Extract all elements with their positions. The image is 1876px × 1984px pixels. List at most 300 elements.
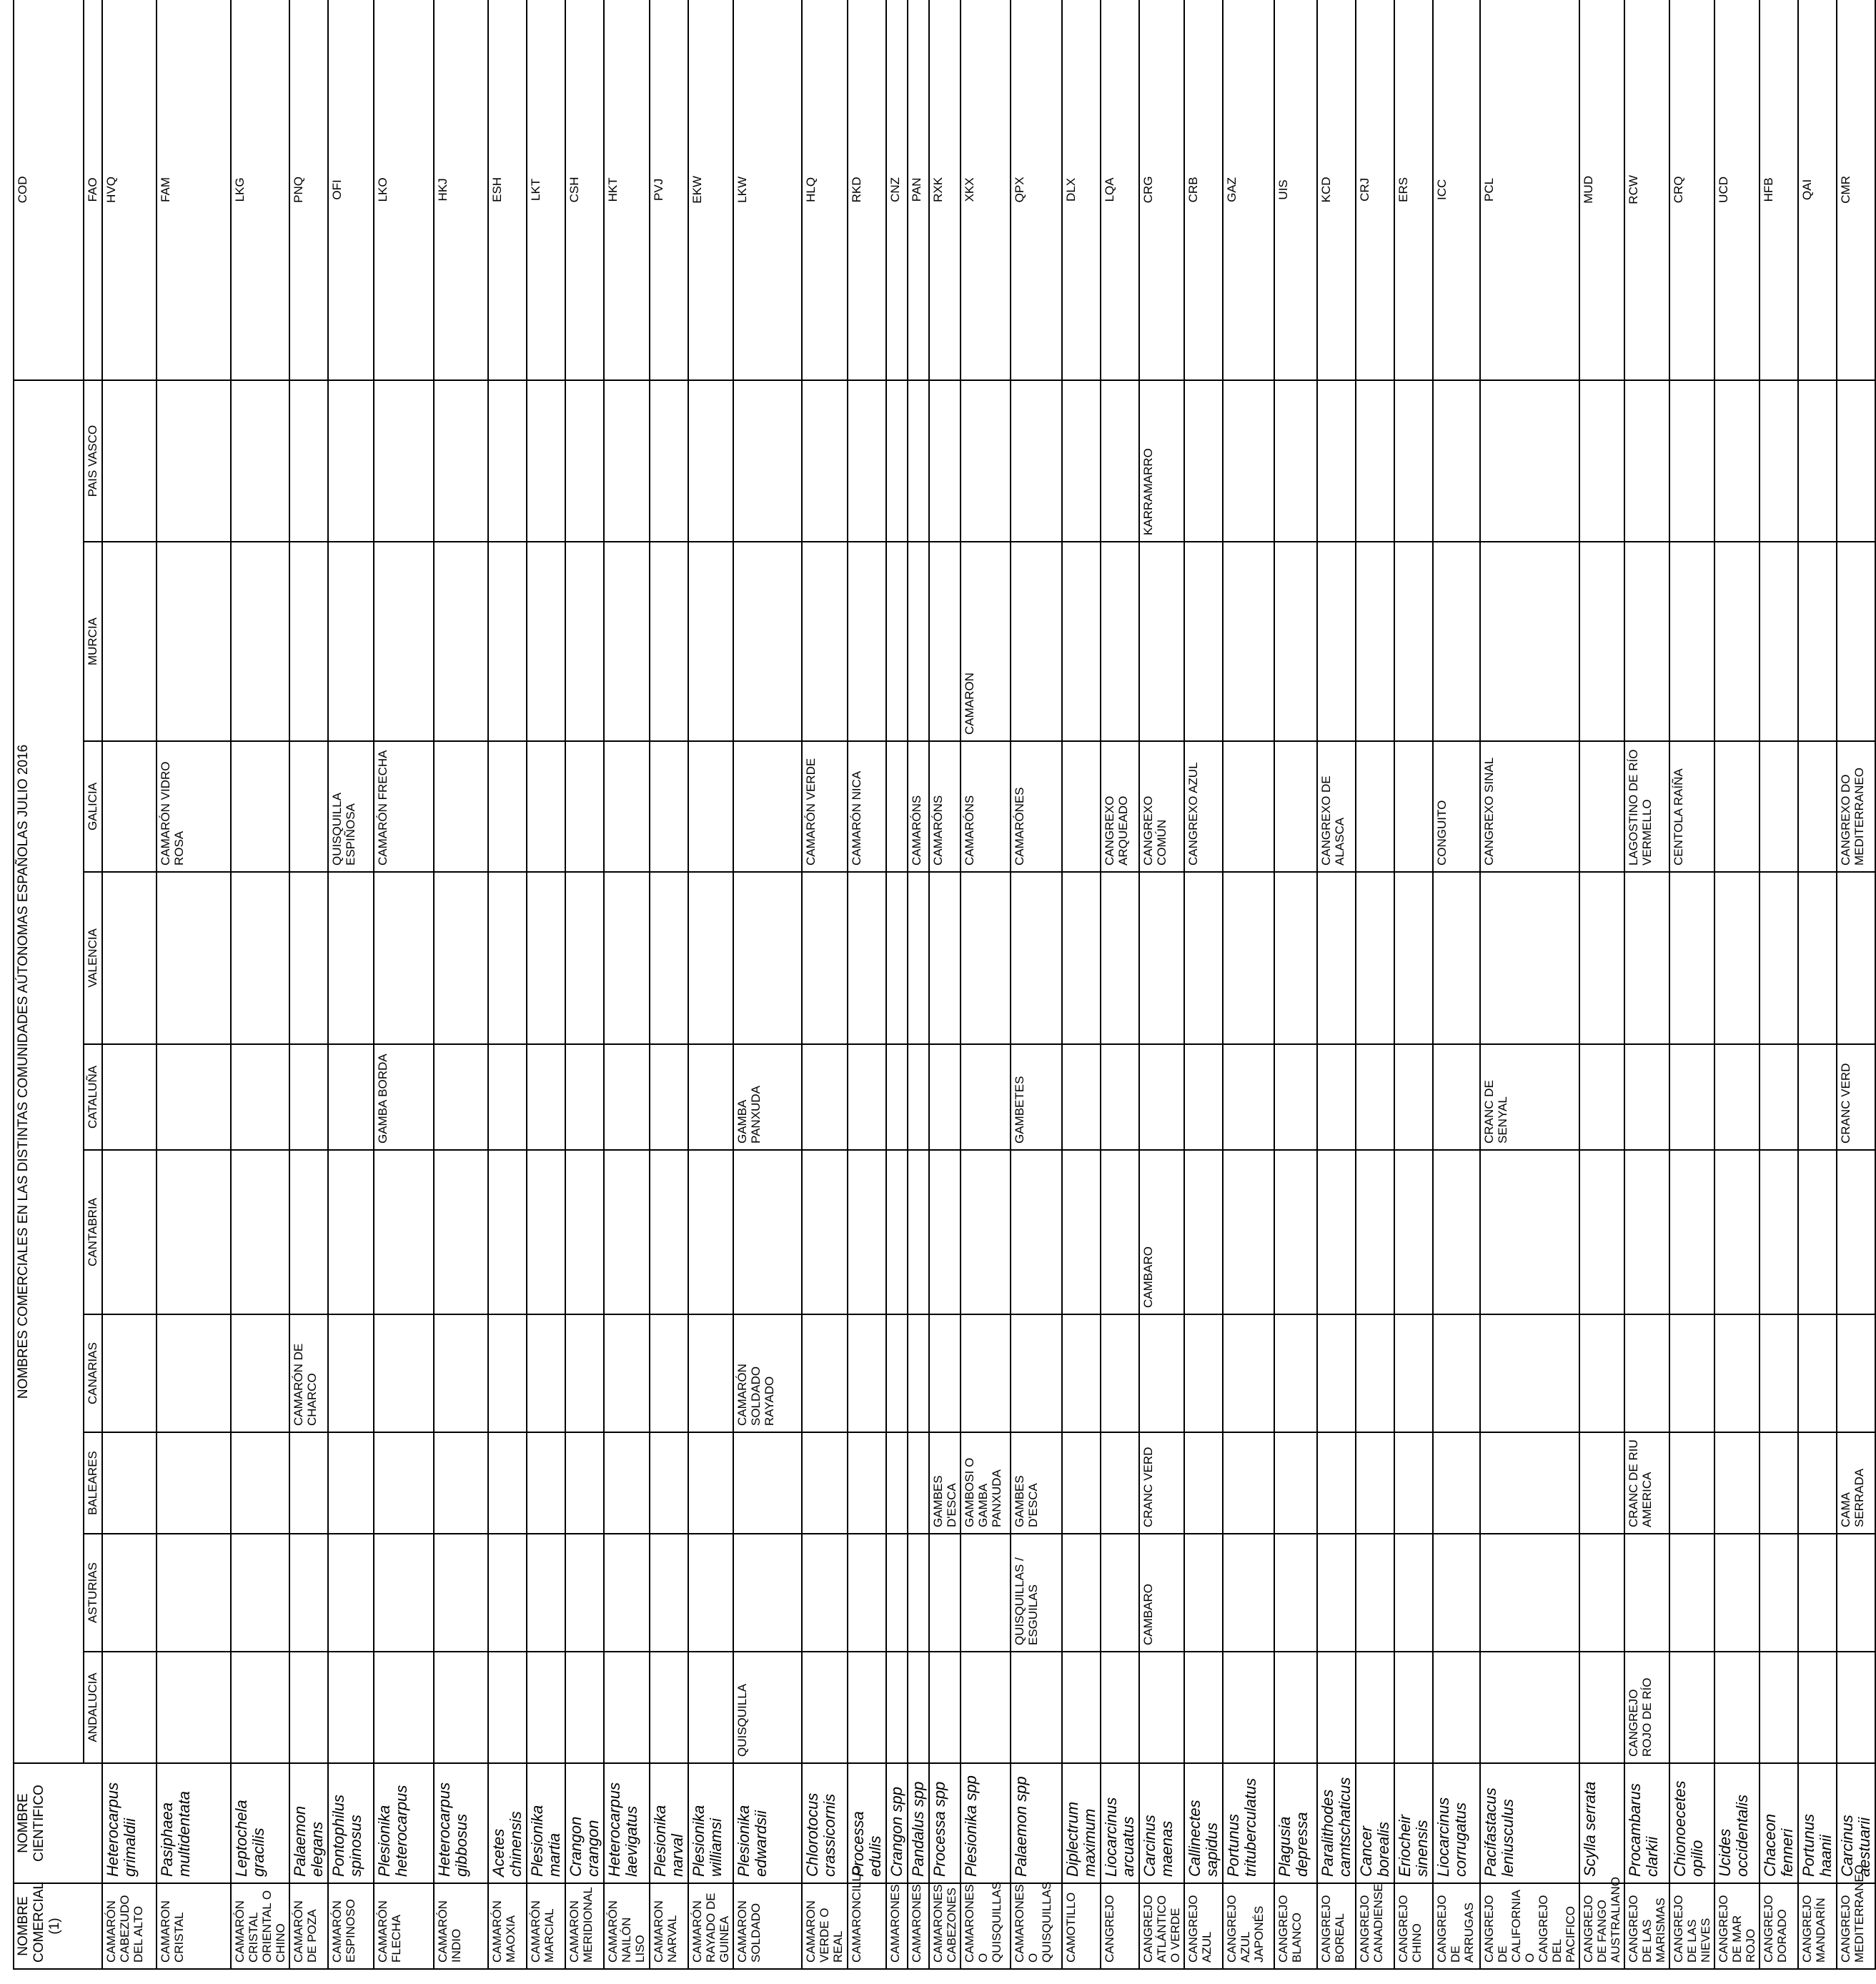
region-cell-asturias: [1184, 1534, 1223, 1652]
region-cell-valencia: [1798, 872, 1837, 1044]
nombre-cientifico-cell: Processa edulis: [848, 1763, 886, 1883]
region-cell-valencia: [1223, 872, 1274, 1044]
header-region-asturias: ASTURIAS: [84, 1534, 102, 1652]
region-cell-canarias: [908, 1314, 929, 1432]
header-region-baleares: BALEARES: [84, 1432, 102, 1534]
region-cell-cantabria: [434, 1150, 488, 1314]
region-cell-valencia: [157, 872, 231, 1044]
nombre-cientifico-cell: Callinectes sapidus: [1184, 1763, 1223, 1883]
nombre-cientifico-cell: Pontophilus spinosus: [328, 1763, 374, 1883]
header-region-galicia: GALICIA: [84, 741, 102, 872]
nombre-comercial-cell: CAMARON SOLDADO: [733, 1883, 802, 1969]
fao-code-cell: PNQ: [289, 0, 328, 380]
region-cell-andalucia: [1356, 1652, 1394, 1763]
nombre-cientifico-cell: Diplectrum maximum: [1062, 1763, 1101, 1883]
nombre-cientifico-cell: Acetes chinensis: [488, 1763, 527, 1883]
region-cell-baleares: [1356, 1432, 1394, 1534]
region-cell-pais-vasco: [1714, 380, 1760, 542]
region-cell-asturias: [374, 1534, 434, 1652]
table-row: [102, 0, 157, 1969]
region-cell-galicia: [1062, 741, 1101, 872]
nombre-comercial-cell: CAMARÓN NAILÓN LISO: [604, 1883, 650, 1969]
region-cell-asturias: [1798, 1534, 1837, 1652]
region-cell-cataluna: CRANC DE SENYAL: [1480, 1044, 1579, 1150]
region-cell-andalucia: [374, 1652, 434, 1763]
region-cell-andalucia: [102, 1652, 157, 1763]
fao-code-cell: PVJ: [650, 0, 688, 380]
region-cell-murcia: [1837, 542, 1875, 741]
region-cell-andalucia: [488, 1652, 527, 1763]
region-cell-galicia: [1760, 741, 1798, 872]
region-cell-cantabria: [231, 1150, 289, 1314]
region-cell-canarias: [565, 1314, 604, 1432]
region-cell-galicia: CAMARÓNS: [961, 741, 1011, 872]
nombre-comercial-cell: CANGREJO DE ARRUGAS: [1433, 1883, 1480, 1969]
fao-code-cell: RXK: [929, 0, 961, 380]
region-cell-baleares: [1101, 1432, 1139, 1534]
region-cell-andalucia: [1011, 1652, 1062, 1763]
region-cell-cantabria: CAMBARO: [1139, 1150, 1184, 1314]
region-cell-murcia: [374, 542, 434, 741]
region-cell-galicia: [1356, 741, 1394, 872]
fao-code-cell: OFI: [328, 0, 374, 380]
region-cell-pais-vasco: [1624, 380, 1669, 542]
region-cell-canarias: [374, 1314, 434, 1432]
region-cell-cantabria: [886, 1150, 908, 1314]
header-region-pais-vasco: PAIS VASCO: [84, 380, 102, 542]
region-cell-cantabria: [650, 1150, 688, 1314]
table-row: [688, 0, 733, 1969]
region-cell-galicia: CANGREXO DO MEDITERRANEO: [1837, 741, 1875, 872]
region-cell-cantabria: [1317, 1150, 1356, 1314]
region-cell-asturias: [1356, 1534, 1394, 1652]
region-cell-galicia: [1223, 741, 1274, 872]
region-cell-cantabria: [604, 1150, 650, 1314]
nombre-cientifico-cell: Plesionika spp: [961, 1763, 1011, 1883]
region-cell-cantabria: [1062, 1150, 1101, 1314]
region-cell-murcia: [604, 542, 650, 741]
region-cell-cantabria: [802, 1150, 848, 1314]
region-cell-cantabria: [929, 1150, 961, 1314]
table-row: [565, 0, 604, 1969]
region-cell-asturias: [289, 1534, 328, 1652]
region-cell-pais-vasco: [488, 380, 527, 542]
table-row: [848, 0, 886, 1969]
region-cell-murcia: [688, 542, 733, 741]
fao-code-cell: ERS: [1394, 0, 1433, 380]
table-row: [328, 0, 374, 1969]
region-cell-andalucia: [1433, 1652, 1480, 1763]
region-cell-pais-vasco: [929, 380, 961, 542]
region-cell-valencia: [434, 872, 488, 1044]
region-cell-cantabria: [1760, 1150, 1798, 1314]
region-cell-cantabria: [733, 1150, 802, 1314]
region-cell-pais-vasco: [374, 380, 434, 542]
region-cell-canarias: [1139, 1314, 1184, 1432]
region-cell-pais-vasco: [848, 380, 886, 542]
nombre-cientifico-cell: Cancer borealis: [1356, 1763, 1394, 1883]
region-cell-galicia: [289, 741, 328, 872]
region-cell-andalucia: [1669, 1652, 1714, 1763]
region-cell-andalucia: [157, 1652, 231, 1763]
region-cell-valencia: [1062, 872, 1101, 1044]
region-cell-galicia: CAMARÓNS: [908, 741, 929, 872]
region-cell-cantabria: [688, 1150, 733, 1314]
nombre-cientifico-cell: Palaemon elegans: [289, 1763, 328, 1883]
nombre-cientifico-cell: Leptochela gracilis: [231, 1763, 289, 1883]
region-cell-murcia: [650, 542, 688, 741]
header-region-canarias: CANARIAS: [84, 1314, 102, 1432]
region-cell-baleares: [1274, 1432, 1317, 1534]
region-cell-baleares: [157, 1432, 231, 1534]
fao-code-cell: LKO: [374, 0, 434, 380]
region-cell-valencia: [961, 872, 1011, 1044]
region-cell-murcia: [1714, 542, 1760, 741]
region-cell-pais-vasco: [688, 380, 733, 542]
table-row: [1139, 0, 1184, 1969]
region-cell-murcia: [802, 542, 848, 741]
region-cell-galicia: [1579, 741, 1624, 872]
nombre-comercial-cell: CANGREJO DE MAR ROJO: [1714, 1883, 1760, 1969]
region-cell-murcia: [157, 542, 231, 741]
region-cell-baleares: [1798, 1432, 1837, 1534]
region-cell-pais-vasco: [1274, 380, 1317, 542]
region-cell-baleares: [1579, 1432, 1624, 1534]
region-cell-cantabria: [527, 1150, 565, 1314]
region-cell-andalucia: [929, 1652, 961, 1763]
region-cell-pais-vasco: [565, 380, 604, 542]
region-cell-canarias: [886, 1314, 908, 1432]
region-cell-canarias: [1317, 1314, 1356, 1432]
region-cell-valencia: [1433, 872, 1480, 1044]
region-cell-galicia: [1798, 741, 1837, 872]
region-cell-pais-vasco: [1184, 380, 1223, 542]
region-cell-canarias: [929, 1314, 961, 1432]
region-cell-asturias: [886, 1534, 908, 1652]
table-row: [733, 0, 802, 1969]
region-cell-canarias: [1394, 1314, 1433, 1432]
nombre-cientifico-cell: Paralithodes camtschaticus: [1317, 1763, 1356, 1883]
fao-code-cell: ESH: [488, 0, 527, 380]
region-cell-baleares: [1394, 1432, 1433, 1534]
fao-code-cell: UIS: [1274, 0, 1317, 380]
region-cell-pais-vasco: KARRAMARRO: [1139, 380, 1184, 542]
region-cell-baleares: GAMBES D'ESCA: [929, 1432, 961, 1534]
region-cell-canarias: [102, 1314, 157, 1432]
region-cell-canarias: [688, 1314, 733, 1432]
region-cell-baleares: [102, 1432, 157, 1534]
region-cell-galicia: [733, 741, 802, 872]
region-cell-andalucia: [434, 1652, 488, 1763]
nombre-cientifico-cell: Liocarcinus arcuatus: [1101, 1763, 1139, 1883]
region-cell-canarias: [157, 1314, 231, 1432]
nombre-comercial-cell: CAMARÓN MARCIAL: [527, 1883, 565, 1969]
region-cell-canarias: [488, 1314, 527, 1432]
fao-code-cell: HLQ: [802, 0, 848, 380]
nombre-comercial-cell: CANGREJO AZUL: [1184, 1883, 1223, 1969]
table-row: [1480, 0, 1579, 1969]
nombre-comercial-cell: CANGREJO BOREAL: [1317, 1883, 1356, 1969]
region-cell-canarias: [1274, 1314, 1317, 1432]
region-cell-canarias: [1062, 1314, 1101, 1432]
region-cell-andalucia: [565, 1652, 604, 1763]
region-cell-cataluna: [929, 1044, 961, 1150]
table-row: [1356, 0, 1394, 1969]
region-cell-valencia: [1139, 872, 1184, 1044]
region-cell-valencia: [650, 872, 688, 1044]
region-cell-andalucia: [1579, 1652, 1624, 1763]
region-cell-andalucia: [961, 1652, 1011, 1763]
header-region-murcia: MURCIA: [84, 542, 102, 741]
region-cell-cataluna: [1624, 1044, 1669, 1150]
region-cell-murcia: [1669, 542, 1714, 741]
nombre-cientifico-cell: Chlorotocus crassicornis: [802, 1763, 848, 1883]
nombre-cientifico-cell: Procambarus clarkii: [1624, 1763, 1669, 1883]
table-row: [1184, 0, 1223, 1969]
region-cell-asturias: [802, 1534, 848, 1652]
region-cell-cantabria: [1669, 1150, 1714, 1314]
region-cell-cantabria: [908, 1150, 929, 1314]
nombre-comercial-cell: CANGREJO AZUL JAPONÉS: [1223, 1883, 1274, 1969]
table-row: [929, 0, 961, 1969]
region-cell-cataluna: [1274, 1044, 1317, 1150]
region-cell-cantabria: [289, 1150, 328, 1314]
region-cell-pais-vasco: [908, 380, 929, 542]
nombre-comercial-cell: CANGREJO MANDARÍN: [1798, 1883, 1837, 1969]
region-cell-murcia: [1760, 542, 1798, 741]
nombre-cientifico-cell: Heterocarpus gibbosus: [434, 1763, 488, 1883]
region-cell-cantabria: [1356, 1150, 1394, 1314]
nombre-cientifico-cell: Pacifastacus leniusculus: [1480, 1763, 1579, 1883]
region-cell-galicia: CAMARÓNS: [929, 741, 961, 872]
nombre-comercial-cell: CAMARON NARVAL: [650, 1883, 688, 1969]
table-row: [604, 0, 650, 1969]
fao-code-cell: CRJ: [1356, 0, 1394, 380]
region-cell-asturias: QUISQUILLAS / ESGUILAS: [1011, 1534, 1062, 1652]
fao-code-cell: CRB: [1184, 0, 1223, 380]
region-cell-valencia: [688, 872, 733, 1044]
region-cell-asturias: [1669, 1534, 1714, 1652]
fao-code-cell: LKT: [527, 0, 565, 380]
region-cell-andalucia: [1837, 1652, 1875, 1763]
table-row: [961, 0, 1011, 1969]
region-cell-murcia: [1223, 542, 1274, 741]
region-cell-murcia: [434, 542, 488, 741]
table-row: [1274, 0, 1317, 1969]
header-region-cantabria: CANTABRIA: [84, 1150, 102, 1314]
region-cell-cantabria: [1433, 1150, 1480, 1314]
region-cell-baleares: [886, 1432, 908, 1534]
region-cell-galicia: CAMARÓN NICA: [848, 741, 886, 872]
nombre-comercial-cell: CAMARON CRISTAL: [157, 1883, 231, 1969]
fao-code-cell: RKD: [848, 0, 886, 380]
region-cell-pais-vasco: [1579, 380, 1624, 542]
table-body: [102, 0, 1875, 1969]
region-cell-canarias: [1184, 1314, 1223, 1432]
region-cell-valencia: [929, 872, 961, 1044]
region-cell-cataluna: [650, 1044, 688, 1150]
region-cell-cataluna: [1579, 1044, 1624, 1150]
nombre-comercial-cell: CANGREJO MEDITERRANEO: [1837, 1883, 1875, 1969]
region-cell-valencia: [488, 872, 527, 1044]
fao-code-cell: DLX: [1062, 0, 1101, 380]
table-row: [886, 0, 908, 1969]
region-cell-valencia: [374, 872, 434, 1044]
region-cell-murcia: [1480, 542, 1579, 741]
table-row: [1714, 0, 1760, 1969]
region-cell-cataluna: [1062, 1044, 1101, 1150]
region-cell-galicia: CANGREXO COMÚN: [1139, 741, 1184, 872]
nombre-comercial-cell: CANGREJO: [1101, 1883, 1139, 1969]
fao-code-cell: HKJ: [434, 0, 488, 380]
nombre-cientifico-cell: Crangon spp: [886, 1763, 908, 1883]
region-cell-valencia: [527, 872, 565, 1044]
nombre-comercial-cell: CAMARONES: [886, 1883, 908, 1969]
region-cell-pais-vasco: [157, 380, 231, 542]
nombre-cientifico-cell: Plesionika narval: [650, 1763, 688, 1883]
nombre-comercial-cell: CAMARÓN RAYADO DE GUINEA: [688, 1883, 733, 1969]
fao-code-cell: EKW: [688, 0, 733, 380]
region-cell-cantabria: [1184, 1150, 1223, 1314]
region-cell-galicia: [688, 741, 733, 872]
region-cell-cataluna: [802, 1044, 848, 1150]
region-cell-pais-vasco: [527, 380, 565, 542]
fao-code-cell: LKW: [733, 0, 802, 380]
region-cell-galicia: [565, 741, 604, 872]
region-cell-valencia: [1011, 872, 1062, 1044]
region-cell-cantabria: [1837, 1150, 1875, 1314]
region-cell-valencia: [1579, 872, 1624, 1044]
nombre-comercial-cell: CAMARÓN MAOXIA: [488, 1883, 527, 1969]
region-cell-andalucia: [650, 1652, 688, 1763]
region-cell-baleares: [565, 1432, 604, 1534]
table-row: [1394, 0, 1433, 1969]
region-cell-asturias: [1433, 1534, 1480, 1652]
fao-code-cell: HKT: [604, 0, 650, 380]
region-cell-canarias: [848, 1314, 886, 1432]
fao-code-cell: QAI: [1798, 0, 1837, 380]
nombre-comercial-cell: CAMARÓN FLECHA: [374, 1883, 434, 1969]
nombre-comercial-cell: CANGREJO ATLÁNTICO O VERDE: [1139, 1883, 1184, 1969]
region-cell-galicia: LAGOSTINO DE RÍO VERMELLO: [1624, 741, 1669, 872]
region-cell-baleares: [328, 1432, 374, 1534]
nombre-comercial-cell: CAMARONES O QUISQUILLAS: [1011, 1883, 1062, 1969]
fao-code-cell: XKX: [961, 0, 1011, 380]
region-cell-cantabria: [1798, 1150, 1837, 1314]
region-cell-andalucia: [1184, 1652, 1223, 1763]
region-cell-cataluna: [565, 1044, 604, 1150]
region-cell-baleares: CAMA SERRADA: [1837, 1432, 1875, 1534]
region-cell-canarias: [1480, 1314, 1579, 1432]
nombre-comercial-cell: CAMARÓN INDIO: [434, 1883, 488, 1969]
region-cell-asturias: [1579, 1534, 1624, 1652]
region-cell-baleares: [1669, 1432, 1714, 1534]
region-cell-valencia: [1356, 872, 1394, 1044]
region-cell-murcia: [102, 542, 157, 741]
region-cell-valencia: [1760, 872, 1798, 1044]
region-cell-cataluna: [1714, 1044, 1760, 1150]
table-row: [1011, 0, 1062, 1969]
region-cell-pais-vasco: [886, 380, 908, 542]
region-cell-cataluna: [1356, 1044, 1394, 1150]
region-cell-murcia: [886, 542, 908, 741]
nombre-cientifico-cell: Carcinus aestuarii: [1837, 1763, 1875, 1883]
region-cell-andalucia: [1394, 1652, 1433, 1763]
region-cell-cataluna: [488, 1044, 527, 1150]
region-cell-asturias: [565, 1534, 604, 1652]
region-cell-asturias: [604, 1534, 650, 1652]
region-cell-baleares: CRANC VERD: [1139, 1432, 1184, 1534]
region-cell-cataluna: [961, 1044, 1011, 1150]
region-cell-pais-vasco: [1669, 380, 1714, 542]
region-cell-pais-vasco: [434, 380, 488, 542]
fao-code-cell: PCL: [1480, 0, 1579, 380]
region-cell-pais-vasco: [1798, 380, 1837, 542]
table-row: [374, 0, 434, 1969]
fao-code-cell: CRQ: [1669, 0, 1714, 380]
region-cell-galicia: [1394, 741, 1433, 872]
region-cell-andalucia: [231, 1652, 289, 1763]
region-cell-baleares: GAMBES D'ESCA: [1011, 1432, 1062, 1534]
nombre-comercial-cell: CANGREJO BLANCO: [1274, 1883, 1317, 1969]
nombre-cientifico-cell: Portunus haanii: [1798, 1763, 1837, 1883]
region-cell-galicia: CAMARÓN VIDRO ROSA: [157, 741, 231, 872]
region-cell-baleares: [733, 1432, 802, 1534]
region-cell-canarias: [1223, 1314, 1274, 1432]
region-cell-murcia: [565, 542, 604, 741]
nombre-comercial-cell: CAMARON MERIDIONAL: [565, 1883, 604, 1969]
nombre-cientifico-cell: Plagusia depressa: [1274, 1763, 1317, 1883]
region-cell-baleares: [604, 1432, 650, 1534]
region-cell-murcia: [1184, 542, 1223, 741]
table-row: [1760, 0, 1798, 1969]
region-cell-murcia: CAMARON: [961, 542, 1011, 741]
region-cell-cataluna: [1139, 1044, 1184, 1150]
nombre-comercial-cell: CAMARONES CABEZONES: [929, 1883, 961, 1969]
region-cell-andalucia: [1760, 1652, 1798, 1763]
region-cell-valencia: [1101, 872, 1139, 1044]
region-cell-cataluna: [434, 1044, 488, 1150]
region-cell-baleares: [1433, 1432, 1480, 1534]
region-cell-cantabria: [488, 1150, 527, 1314]
region-cell-baleares: [1317, 1432, 1356, 1534]
region-cell-murcia: [1011, 542, 1062, 741]
fao-code-cell: RCW: [1624, 0, 1669, 380]
region-cell-cantabria: [374, 1150, 434, 1314]
nombre-comercial-cell: CAMARONCILLO: [848, 1883, 886, 1969]
region-cell-baleares: [848, 1432, 886, 1534]
region-cell-andalucia: [604, 1652, 650, 1763]
region-cell-cataluna: [1760, 1044, 1798, 1150]
table-row: [289, 0, 328, 1969]
region-cell-murcia: [733, 542, 802, 741]
region-cell-baleares: [231, 1432, 289, 1534]
region-cell-pais-vasco: [328, 380, 374, 542]
region-cell-andalucia: [1480, 1652, 1579, 1763]
region-cell-andalucia: [802, 1652, 848, 1763]
region-cell-murcia: [1579, 542, 1624, 741]
nombre-comercial-cell: CAMARÓN CRISTAL ORIENTAL O CHINO: [231, 1883, 289, 1969]
nombre-cientifico-cell: Ucides occidentalis: [1714, 1763, 1760, 1883]
region-cell-baleares: [1480, 1432, 1579, 1534]
region-cell-asturias: [1101, 1534, 1139, 1652]
region-cell-murcia: [527, 542, 565, 741]
region-cell-cataluna: [908, 1044, 929, 1150]
region-cell-cataluna: [289, 1044, 328, 1150]
nombre-cientifico-cell: Portunus trituberculatus: [1223, 1763, 1274, 1883]
region-cell-asturias: [1837, 1534, 1875, 1652]
table-row: [802, 0, 848, 1969]
